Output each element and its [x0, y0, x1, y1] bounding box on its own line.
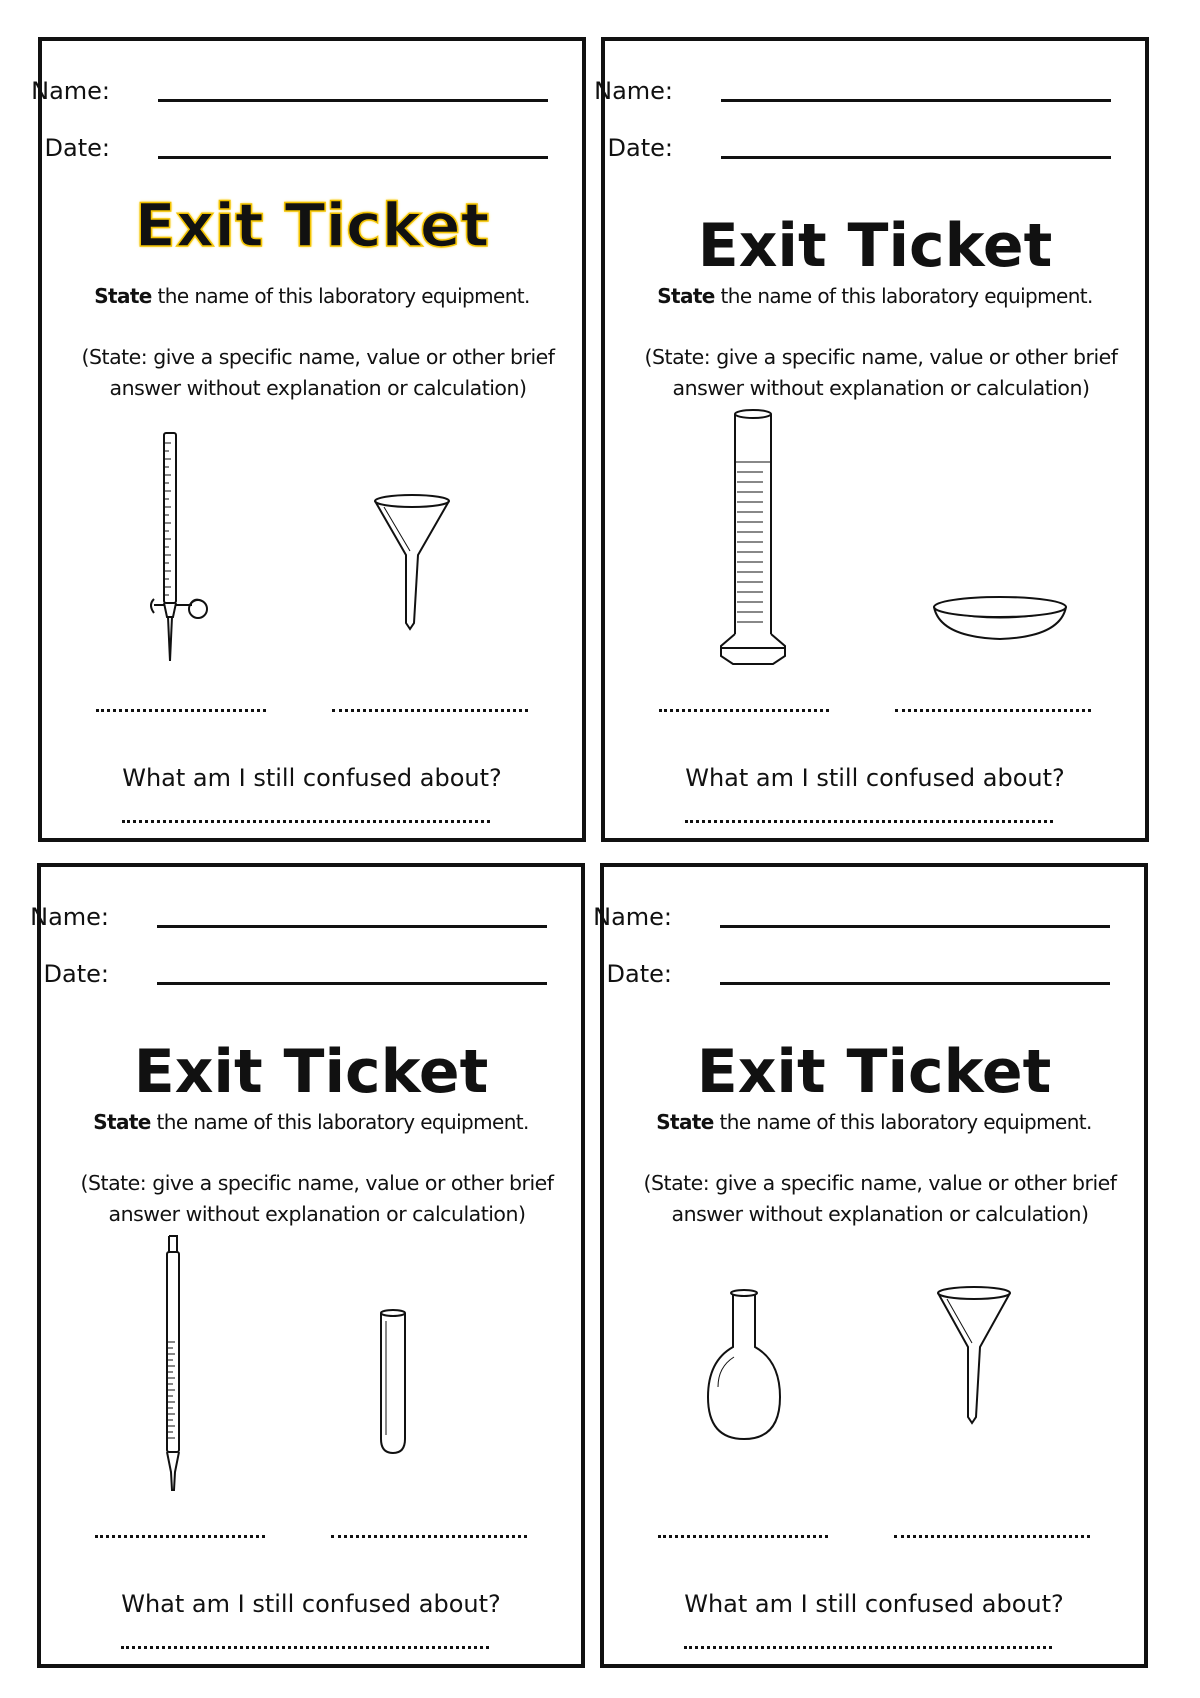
confused-question: What am I still confused about?: [685, 764, 1065, 792]
funnel-icon: [372, 493, 452, 633]
answer-line-right[interactable]: [894, 1535, 1090, 1538]
prompt-text: [604, 1110, 1144, 1134]
confused-question: What am I still confused about?: [122, 764, 502, 792]
answer-line-right[interactable]: [895, 709, 1091, 712]
name-label: Name:: [594, 77, 673, 105]
pipette-icon: [153, 1232, 193, 1494]
confused-question: What am I still confused about?: [121, 1590, 501, 1618]
name-line[interactable]: [721, 99, 1111, 102]
name-label: Name:: [30, 903, 109, 931]
answer-line-left[interactable]: [95, 1535, 265, 1538]
date-line[interactable]: [720, 982, 1110, 985]
name-line[interactable]: [157, 925, 547, 928]
note-line-1: (State: give a specific name, value or other brief: [81, 345, 555, 369]
exit-ticket-4: [593, 863, 1148, 1668]
name-line[interactable]: [158, 99, 548, 102]
note-line-2: answer without explanation or calculation): [671, 1202, 1089, 1226]
note-line-1: (State: give a specific name, value or other brief: [80, 1171, 554, 1195]
prompt-bold: State: [656, 1110, 714, 1134]
answer-line-right[interactable]: [331, 1535, 527, 1538]
answer-line-right[interactable]: [332, 709, 528, 712]
prompt-rest: the name of this laboratory equipment.: [714, 284, 1093, 308]
evaporating-dish-icon: [930, 591, 1070, 647]
prompt-bold: State: [93, 1110, 151, 1134]
state-note: [50, 342, 586, 404]
answer-line-left[interactable]: [659, 709, 829, 712]
name-label: Name:: [31, 77, 110, 105]
date-label: Date:: [43, 960, 109, 988]
note-line-2: answer without explanation or calculation): [109, 376, 527, 400]
date-line[interactable]: [157, 982, 547, 985]
prompt-rest: the name of this laboratory equipment.: [150, 1110, 529, 1134]
exit-ticket-title: Exit Ticket: [133, 1037, 489, 1107]
confused-answer-line[interactable]: [685, 820, 1053, 823]
burette-icon: [150, 421, 250, 666]
prompt-text: [605, 284, 1145, 308]
exit-ticket-title: Exit Ticket: [697, 211, 1053, 281]
note-line-1: (State: give a specific name, value or other brief: [644, 345, 1118, 369]
note-line-2: answer without explanation or calculation): [672, 376, 1090, 400]
test-tube-icon: [373, 1307, 413, 1457]
date-label: Date:: [44, 134, 110, 162]
confused-answer-line[interactable]: [122, 820, 490, 823]
date-label: Date:: [607, 134, 673, 162]
date-line[interactable]: [721, 156, 1111, 159]
state-note: [613, 342, 1149, 404]
round-bottom-flask-icon: [704, 1287, 784, 1447]
prompt-bold: State: [657, 284, 715, 308]
exit-ticket-1: [31, 37, 586, 842]
measuring-cylinder-icon: [713, 406, 793, 668]
confused-answer-line[interactable]: [121, 1646, 489, 1649]
state-note: [612, 1168, 1148, 1230]
exit-ticket-title: Exit Ticket: [696, 1037, 1052, 1107]
prompt-text: [41, 1110, 581, 1134]
date-label: Date:: [606, 960, 672, 988]
name-label: Name:: [593, 903, 672, 931]
prompt-text: [42, 284, 582, 308]
answer-line-left[interactable]: [658, 1535, 828, 1538]
date-line[interactable]: [158, 156, 548, 159]
answer-line-left[interactable]: [96, 709, 266, 712]
prompt-bold: State: [94, 284, 152, 308]
confused-question: What am I still confused about?: [684, 1590, 1064, 1618]
exit-ticket-title: Exit Ticket: [134, 191, 490, 261]
prompt-rest: the name of this laboratory equipment.: [713, 1110, 1092, 1134]
confused-answer-line[interactable]: [684, 1646, 1052, 1649]
state-note: [49, 1168, 585, 1230]
exit-ticket-3: [30, 863, 585, 1668]
note-line-1: (State: give a specific name, value or other brief: [643, 1171, 1117, 1195]
note-line-2: answer without explanation or calculation): [108, 1202, 526, 1226]
name-line[interactable]: [720, 925, 1110, 928]
funnel-icon: [935, 1285, 1013, 1425]
prompt-rest: the name of this laboratory equipment.: [151, 284, 530, 308]
exit-ticket-2: [594, 37, 1149, 842]
